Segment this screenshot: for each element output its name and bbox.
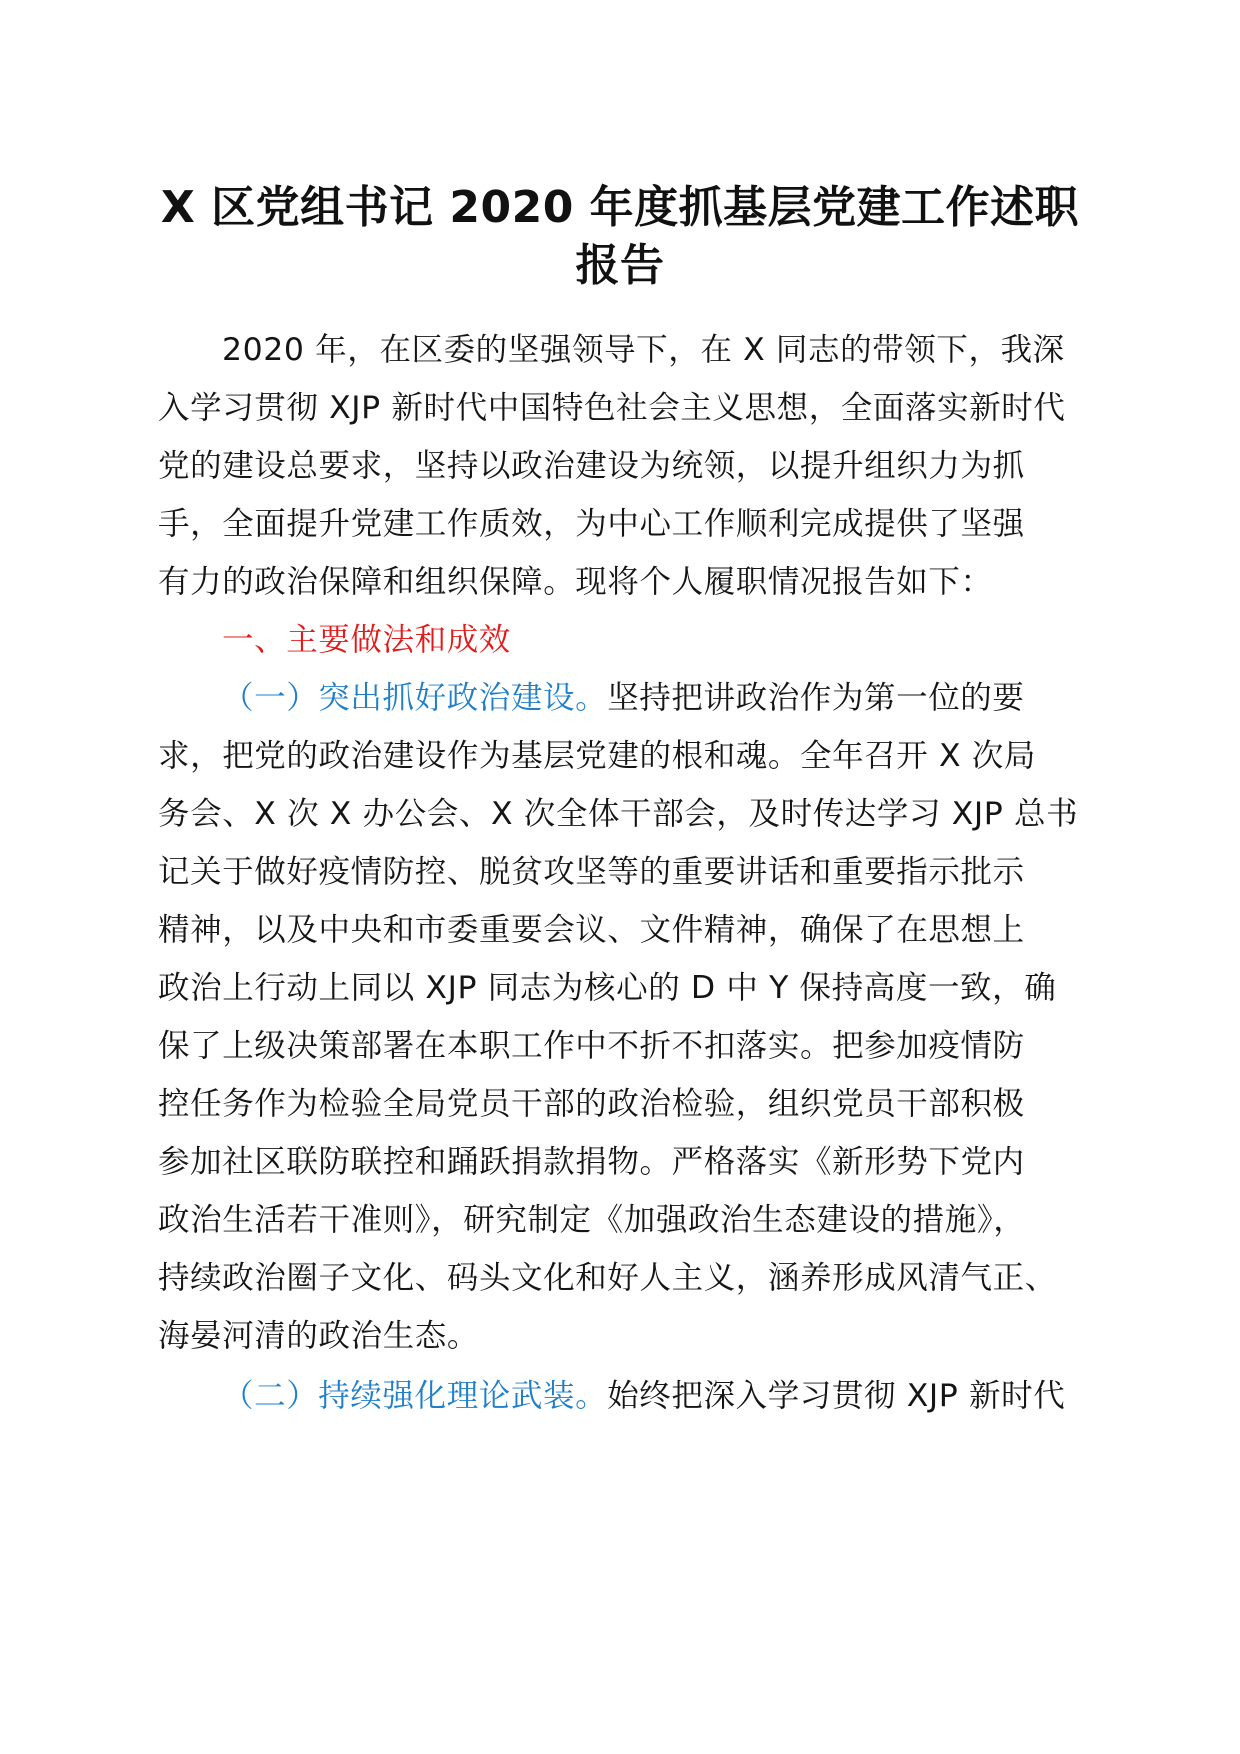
document-title-line-2: 报告	[575, 240, 665, 291]
subsection-1-line: 政治上行动上同以 XJP 同志为核心的 D 中 Y 保持高度一致，确	[158, 970, 1057, 1006]
subsection-1-line: 参加社区联防联控和踊跃捐款捐物。严格落实《新形势下党内	[158, 1144, 1025, 1180]
intro-line: 2020 年，在区委的坚强领导下，在 X 同志的带领下，我深	[222, 332, 1065, 368]
intro-line: 党的建设总要求，坚持以政治建设为统领，以提升组织力为抓	[158, 448, 1025, 484]
subsection-1-line: 控任务作为检验全局党员干部的政治检验，组织党员干部积极	[158, 1086, 1025, 1122]
subsection-1-line: 记关于做好疫情防控、脱贫攻坚等的重要讲话和重要指示批示	[158, 854, 1025, 890]
subsection-1-heading: （一）突出抓好政治建设。	[222, 680, 608, 716]
subsection-1-line: 精神，以及中央和市委重要会议、文件精神，确保了在思想上	[158, 912, 1025, 948]
intro-line: 手，全面提升党建工作质效，为中心工作顺利完成提供了坚强	[158, 506, 1025, 542]
subsection-2-first-line	[222, 1376, 1065, 1416]
subsection-1-line: 政治生活若干准则》，研究制定《加强政治生态建设的措施》，	[158, 1202, 1026, 1238]
subsection-2-heading: （二）持续强化理论武装。	[222, 1378, 608, 1414]
subsection-2-lead-text: 始终把深入学习贯彻 XJP 新时代	[607, 1378, 1066, 1414]
intro-line: 有力的政治保障和组织保障。现将个人履职情况报告如下：	[158, 564, 993, 600]
subsection-1-first-line	[222, 678, 1025, 718]
document-title-line-1: X 区党组书记 2020 年度抓基层党建工作述职	[160, 182, 1080, 233]
subsection-1-line: 海晏河清的政治生态。	[158, 1318, 480, 1354]
subsection-1-lead-text: 坚持把讲政治作为第一位的要	[607, 680, 1025, 716]
intro-line: 入学习贯彻 XJP 新时代中国特色社会主义思想，全面落实新时代	[158, 390, 1066, 426]
subsection-1-line: 持续政治圈子文化、码头文化和好人主义，涵养形成风清气正、	[158, 1260, 1057, 1296]
section-heading: 一、主要做法和成效	[222, 622, 511, 658]
subsection-1-line: 求，把党的政治建设作为基层党建的根和魂。全年召开 X 次局	[158, 738, 1037, 774]
subsection-1-line: 保了上级决策部署在本职工作中不折不扣落实。把参加疫情防	[158, 1028, 1025, 1064]
subsection-1-line: 务会、X 次 X 办公会、X 次全体干部会，及时传达学习 XJP 总书	[158, 796, 1079, 832]
